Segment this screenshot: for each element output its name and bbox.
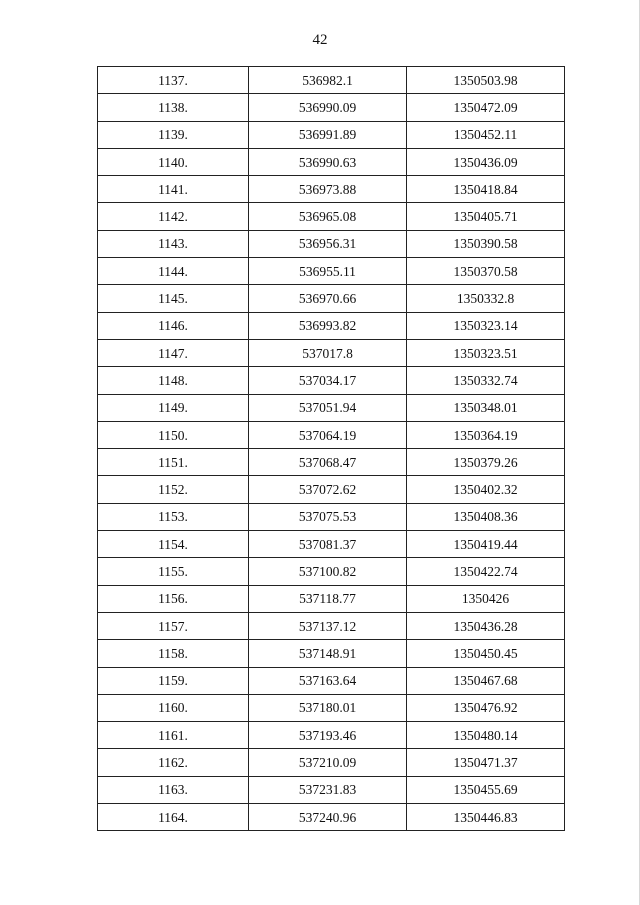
table-row [98, 230, 565, 257]
y-coordinate-cell: 1350472.09 [407, 94, 565, 121]
point-number-cell: 1144. [98, 258, 249, 285]
x-coordinate-cell: 537100.82 [249, 558, 407, 585]
x-coordinate-cell: 536982.1 [249, 67, 407, 94]
point-number-cell: 1152. [98, 476, 249, 503]
y-coordinate-cell: 1350436.09 [407, 148, 565, 175]
table-row [98, 394, 565, 421]
table-row [98, 449, 565, 476]
x-coordinate-cell: 537051.94 [249, 394, 407, 421]
x-coordinate-cell: 536965.08 [249, 203, 407, 230]
table-row [98, 94, 565, 121]
y-coordinate-cell: 1350467.68 [407, 667, 565, 694]
x-coordinate-cell: 537180.01 [249, 694, 407, 721]
y-coordinate-cell: 1350408.36 [407, 503, 565, 530]
point-number-cell: 1151. [98, 449, 249, 476]
y-coordinate-cell: 1350480.14 [407, 722, 565, 749]
table-row [98, 258, 565, 285]
table-row [98, 367, 565, 394]
table-row [98, 148, 565, 175]
x-coordinate-cell: 537137.12 [249, 612, 407, 639]
y-coordinate-cell: 1350419.44 [407, 531, 565, 558]
y-coordinate-cell: 1350503.98 [407, 67, 565, 94]
y-coordinate-cell: 1350364.19 [407, 421, 565, 448]
table-row [98, 285, 565, 312]
table-row [98, 312, 565, 339]
point-number-cell: 1162. [98, 749, 249, 776]
y-coordinate-cell: 1350476.92 [407, 694, 565, 721]
point-number-cell: 1159. [98, 667, 249, 694]
x-coordinate-cell: 536990.63 [249, 148, 407, 175]
x-coordinate-cell: 537210.09 [249, 749, 407, 776]
table-row [98, 749, 565, 776]
y-coordinate-cell: 1350422.74 [407, 558, 565, 585]
point-number-cell: 1150. [98, 421, 249, 448]
point-number-cell: 1153. [98, 503, 249, 530]
y-coordinate-cell: 1350405.71 [407, 203, 565, 230]
y-coordinate-cell: 1350332.8 [407, 285, 565, 312]
y-coordinate-cell: 1350370.58 [407, 258, 565, 285]
table-row [98, 67, 565, 94]
x-coordinate-cell: 537118.77 [249, 585, 407, 612]
x-coordinate-cell: 537163.64 [249, 667, 407, 694]
x-coordinate-cell: 536993.82 [249, 312, 407, 339]
point-number-cell: 1145. [98, 285, 249, 312]
point-number-cell: 1160. [98, 694, 249, 721]
y-coordinate-cell: 1350455.69 [407, 776, 565, 803]
x-coordinate-cell: 536955.11 [249, 258, 407, 285]
table-row [98, 640, 565, 667]
table-row [98, 612, 565, 639]
y-coordinate-cell: 1350450.45 [407, 640, 565, 667]
table-row [98, 339, 565, 366]
table-row [98, 558, 565, 585]
point-number-cell: 1156. [98, 585, 249, 612]
x-coordinate-cell: 537240.96 [249, 804, 407, 831]
y-coordinate-cell: 1350446.83 [407, 804, 565, 831]
y-coordinate-cell: 1350323.14 [407, 312, 565, 339]
x-coordinate-cell: 536991.89 [249, 121, 407, 148]
y-coordinate-cell: 1350379.26 [407, 449, 565, 476]
x-coordinate-cell: 537068.47 [249, 449, 407, 476]
x-coordinate-cell: 537193.46 [249, 722, 407, 749]
y-coordinate-cell: 1350436.28 [407, 612, 565, 639]
coordinates-table [97, 66, 565, 831]
x-coordinate-cell: 537231.83 [249, 776, 407, 803]
table-row [98, 476, 565, 503]
x-coordinate-cell: 537081.37 [249, 531, 407, 558]
point-number-cell: 1143. [98, 230, 249, 257]
table-row [98, 121, 565, 148]
table-row [98, 585, 565, 612]
page-number: 42 [312, 32, 328, 48]
point-number-cell: 1146. [98, 312, 249, 339]
point-number-cell: 1157. [98, 612, 249, 639]
x-coordinate-cell: 537072.62 [249, 476, 407, 503]
table-row [98, 203, 565, 230]
table-row [98, 694, 565, 721]
x-coordinate-cell: 537034.17 [249, 367, 407, 394]
point-number-cell: 1138. [98, 94, 249, 121]
x-coordinate-cell: 536956.31 [249, 230, 407, 257]
point-number-cell: 1148. [98, 367, 249, 394]
table-row [98, 776, 565, 803]
x-coordinate-cell: 537064.19 [249, 421, 407, 448]
x-coordinate-cell: 537148.91 [249, 640, 407, 667]
y-coordinate-cell: 1350332.74 [407, 367, 565, 394]
y-coordinate-cell: 1350452.11 [407, 121, 565, 148]
table-row [98, 804, 565, 831]
x-coordinate-cell: 537075.53 [249, 503, 407, 530]
point-number-cell: 1155. [98, 558, 249, 585]
table-row [98, 421, 565, 448]
y-coordinate-cell: 1350323.51 [407, 339, 565, 366]
point-number-cell: 1154. [98, 531, 249, 558]
x-coordinate-cell: 536970.66 [249, 285, 407, 312]
table-row [98, 176, 565, 203]
point-number-cell: 1163. [98, 776, 249, 803]
y-coordinate-cell: 1350418.84 [407, 176, 565, 203]
x-coordinate-cell: 537017.8 [249, 339, 407, 366]
point-number-cell: 1142. [98, 203, 249, 230]
y-coordinate-cell: 1350390.58 [407, 230, 565, 257]
point-number-cell: 1139. [98, 121, 249, 148]
y-coordinate-cell: 1350426 [407, 585, 565, 612]
y-coordinate-cell: 1350471.37 [407, 749, 565, 776]
point-number-cell: 1161. [98, 722, 249, 749]
y-coordinate-cell: 1350348.01 [407, 394, 565, 421]
table-row [98, 667, 565, 694]
point-number-cell: 1158. [98, 640, 249, 667]
x-coordinate-cell: 536973.88 [249, 176, 407, 203]
table-row [98, 503, 565, 530]
point-number-cell: 1140. [98, 148, 249, 175]
table-row [98, 531, 565, 558]
point-number-cell: 1164. [98, 804, 249, 831]
coordinates-table-body [98, 67, 565, 831]
x-coordinate-cell: 536990.09 [249, 94, 407, 121]
point-number-cell: 1149. [98, 394, 249, 421]
point-number-cell: 1147. [98, 339, 249, 366]
table-row [98, 722, 565, 749]
point-number-cell: 1141. [98, 176, 249, 203]
point-number-cell: 1137. [98, 67, 249, 94]
y-coordinate-cell: 1350402.32 [407, 476, 565, 503]
